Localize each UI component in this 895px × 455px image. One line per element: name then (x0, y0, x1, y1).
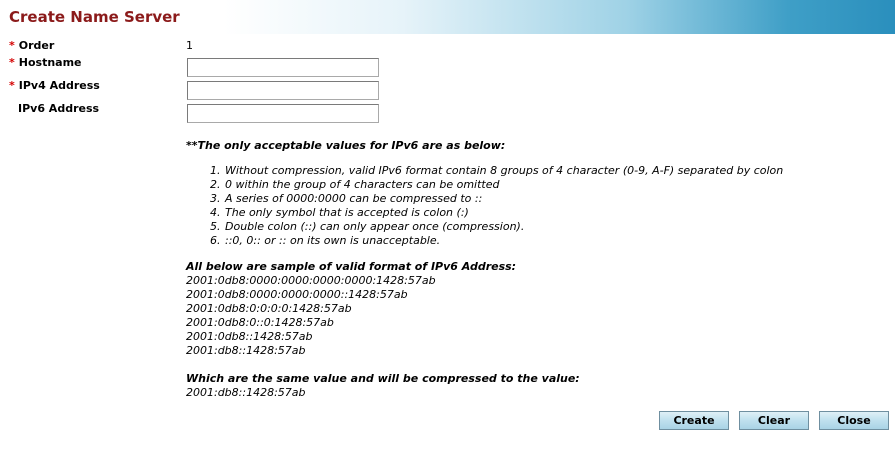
sample-address: 2001:0db8:0:0:0:0:1428:57ab (186, 302, 352, 315)
sample-address: 2001:0db8::1428:57ab (186, 330, 313, 343)
hostname-input[interactable] (187, 58, 379, 77)
list-item: 6. ::0, 0:: or :: on its own is unacceptable. (210, 234, 441, 247)
page-title: Create Name Server (9, 8, 180, 26)
list-item: 5. Double colon (::) can only appear once (compression). (210, 220, 525, 233)
ipv6-label: IPv6 Address (18, 102, 100, 115)
hostname-label: * Hostname (9, 56, 82, 69)
list-item: 3. A series of 0000:0000 can be compressed to :: (210, 192, 483, 205)
sample-address: 2001:db8::1428:57ab (186, 344, 306, 357)
close-button[interactable]: Close (819, 411, 889, 430)
sample-address: 2001:0db8:0::0:1428:57ab (186, 316, 334, 329)
ipv6-help-text (186, 139, 886, 400)
title-bar (0, 0, 895, 34)
required-marker: * (9, 39, 15, 52)
ipv6-rules-list (210, 164, 886, 248)
ipv6-input[interactable] (187, 104, 379, 123)
create-button[interactable]: Create (659, 411, 729, 430)
ipv4-input[interactable] (187, 81, 379, 100)
clear-button[interactable]: Clear (739, 411, 809, 430)
order-value: 1 (186, 39, 193, 52)
samples-heading: All below are sample of valid format of IPv6 Address: (186, 260, 517, 273)
required-marker: * (9, 79, 15, 92)
ipv4-label: * IPv4 Address (9, 79, 100, 92)
ipv6-rules-heading: **The only acceptable values for IPv6 are as below: (186, 139, 506, 152)
order-label: * Order (9, 39, 55, 52)
sample-address: 2001:0db8:0000:0000:0000::1428:57ab (186, 288, 408, 301)
list-item: 4. The only symbol that is accepted is colon (:) (210, 206, 469, 219)
sample-address: 2001:0db8:0000:0000:0000:0000:1428:57ab (186, 274, 436, 287)
compressed-heading: Which are the same value and will be compressed to the value: (186, 372, 580, 385)
compressed-value: 2001:db8::1428:57ab (186, 386, 306, 399)
required-marker: * (9, 56, 15, 69)
list-item: 1. Without compression, valid IPv6 format contain 8 groups of 4 character (0-9, A-F) separated by colon (210, 164, 784, 177)
list-item: 2. 0 within the group of 4 characters can be omitted (210, 178, 500, 191)
